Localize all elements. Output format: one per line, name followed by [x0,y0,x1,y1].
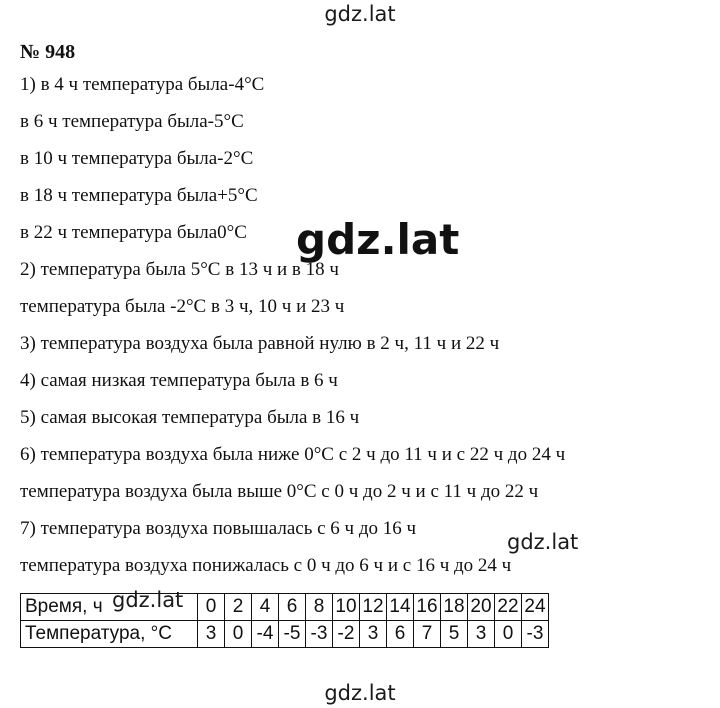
solution-line: 2) температура была 5°С в 13 ч и в 18 ч [20,259,339,280]
solution-line: в 18 ч температура была+5°С [20,185,258,206]
temperature-cell: -3 [306,621,333,648]
solution-line: 6) температура воздуха была ниже 0°С с 2 ч до 11 ч и с 22 ч до 24 ч [20,444,566,465]
table-row-time [21,594,549,621]
temperature-cell: -4 [252,621,279,648]
watermark-center: gdz.lat [296,215,460,264]
temperature-cell: 3 [198,621,225,648]
temperature-cell: 0 [495,621,522,648]
time-cell: 18 [441,594,468,621]
solution-line: 3) температура воздуха была равной нулю в 2 ч, 11 ч и 22 ч [20,333,500,354]
watermark-top: gdz.lat [324,2,396,26]
table-row-temperature [21,621,549,648]
solution-line: 1) в 4 ч температура была-4°С [20,74,265,95]
time-cell: 8 [306,594,333,621]
watermark-bottom: gdz.lat [324,681,396,705]
time-cell: 16 [414,594,441,621]
problem-number: № 948 [20,41,76,63]
solution-document [20,40,710,590]
solution-line: в 22 ч температура была0°С [20,222,247,243]
time-cell: 14 [387,594,414,621]
temperature-cell: -2 [333,621,360,648]
solution-line: температура воздуха была выше 0°С с 0 ч до 2 ч и с 11 ч до 22 ч [20,481,539,502]
temperature-table [20,593,549,648]
temperature-cell: 3 [468,621,495,648]
solution-line: 7) температура воздуха повышалась с 6 ч до 16 ч [20,518,417,539]
temperature-cell: -5 [279,621,306,648]
time-cell: 12 [360,594,387,621]
time-cell: 6 [279,594,306,621]
time-cell: 2 [225,594,252,621]
temperature-cell: 6 [387,621,414,648]
time-cell: 24 [522,594,549,621]
time-cell: 4 [252,594,279,621]
temperature-cell: 0 [225,621,252,648]
time-cell: 0 [198,594,225,621]
temperature-cell: 3 [360,621,387,648]
time-cell: 20 [468,594,495,621]
temperature-row-header: Температура, °С [21,621,198,648]
solution-line: в 6 ч температура была-5°С [20,111,244,132]
temperature-cell: 5 [441,621,468,648]
solution-line: 4) самая низкая температура была в 6 ч [20,370,338,391]
time-cell: 10 [333,594,360,621]
time-cell: 22 [495,594,522,621]
watermark-table: gdz.lat [112,588,184,612]
time-row-header: Время, ч [21,594,198,621]
solution-line: температура была -2°С в 3 ч, 10 ч и 23 ч [20,296,345,317]
solution-line: 5) самая высокая температура была в 16 ч [20,407,360,428]
solution-line: температура воздуха понижалась с 0 ч до 6 ч и с 16 ч до 24 ч [20,555,512,576]
solution-line: в 10 ч температура была-2°С [20,148,254,169]
temperature-cell: -3 [522,621,549,648]
watermark-right: gdz.lat [507,530,579,554]
temperature-cell: 7 [414,621,441,648]
